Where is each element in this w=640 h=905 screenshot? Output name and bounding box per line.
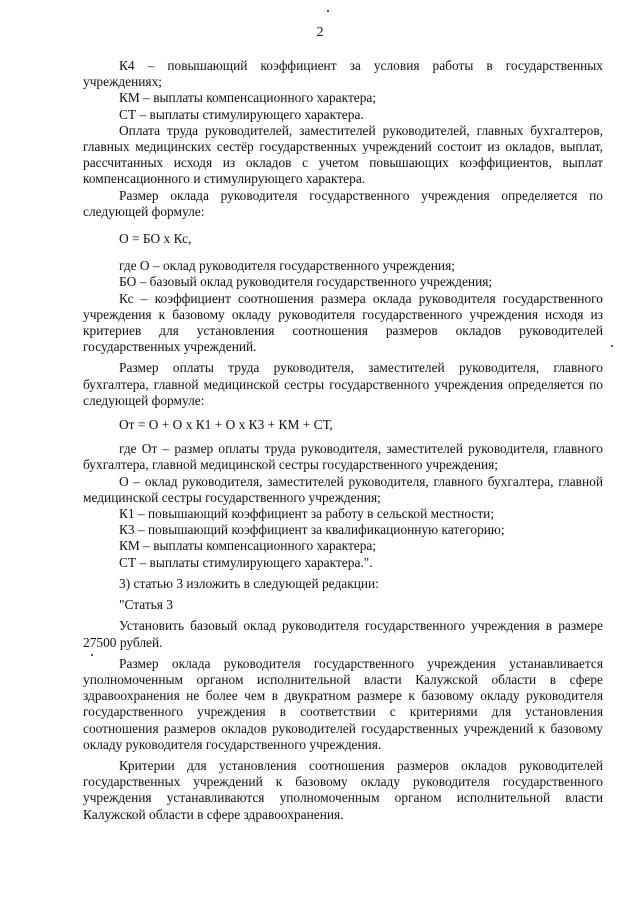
paragraph-salary-formula-intro: Размер оклада руководителя государственного учреждения определяется по следующей формуле:: [83, 187, 603, 219]
paragraph-ot-definition: где От – размер оплаты труда руководителя, заместителей руководителя, главного бухгалтера, главной медицинской сестры государственного учреждения;: [83, 441, 603, 473]
scan-speck: [611, 345, 613, 347]
scan-speck: [327, 10, 329, 12]
paragraph-ks-definition: Кс – коэффициент соотношения размера оклада руководителя государственного учреждения к базовому окладу руководителя государственного учреждения исходя из критериев для установления соотношения размеров окладов руководителей государственных учреждений.: [83, 290, 603, 355]
article-3-heading: "Статья 3: [119, 597, 173, 613]
paragraph-o-full-definition: О – оклад руководителя, заместителей руководителя, главного бухгалтера, главной медицинской сестры государственного учреждения;: [83, 473, 603, 505]
paragraph-km-definition: КМ – выплаты компенсационного характера;: [119, 90, 377, 106]
document-body: [83, 58, 603, 823]
paragraph-st-definition-2: СТ – выплаты стимулирующего характера.".: [119, 554, 373, 570]
paragraph-k3-definition: К3 – повышающий коэффициент за квалификационную категорию;: [119, 522, 505, 538]
paragraph-base-salary: Установить базовый оклад руководителя государственного учреждения в размере 27500 рублей.: [83, 618, 603, 650]
paragraph-k4-definition: К4 – повышающий коэффициент за условия работы в государственных учреждениях;: [83, 58, 603, 90]
paragraph-km-definition-2: КМ – выплаты компенсационного характера;: [119, 538, 377, 554]
paragraph-pay-formula-intro: Размер оплаты труда руководителя, заместителей руководителя, главного бухгалтера, главной медицинской сестры государственного учреждения определяется по следующей формуле:: [83, 360, 603, 408]
paragraph-bo-definition: БО – базовый оклад руководителя государственного учреждения;: [119, 274, 493, 290]
page-number: 2: [316, 25, 324, 40]
paragraph-pay-composition: Оплата труда руководителей, заместителей руководителей, главных бухгалтеров, главных медицинских сестёр государственных учреждений состоит из окладов, выплат, рассчитанных исходя из окладов с учетом повышающих коэффициентов, выплат компенсационного и стимулирующего характера.: [83, 122, 603, 187]
paragraph-criteria: Критерии для установления соотношения размеров окладов руководителей государственных учреждений к базовому окладу руководителя государственного учреждения устанавливаются уполномоченным органом исполнительной власти Калужской области в сфере здравоохранения.: [83, 757, 603, 822]
paragraph-st-definition: СТ – выплаты стимулирующего характера.: [119, 106, 364, 122]
paragraph-k1-definition: К1 – повышающий коэффициент за работу в сельской местности;: [119, 506, 495, 522]
formula-salary: О = БО х Кс,: [119, 231, 192, 247]
paragraph-o-definition: где О – оклад руководителя государственного учреждения;: [119, 258, 455, 274]
paragraph-article-3-amendment: 3) статью 3 изложить в следующей редакции:: [119, 575, 379, 591]
paragraph-salary-setting: Размер оклада руководителя государственного учреждения устанавливается уполномоченным органом исполнительной власти Калужской области в сфере здравоохранения не более чем в двукратном размере к базовому окладу руководителя государственного учреждения в соответствии с критериями для установления соотношения размеров окладов руководителей государственных учреждений к базовому окладу руководителя государственного учреждения.: [83, 655, 603, 752]
formula-pay: От = О + О х К1 + О х К3 + КМ + СТ,: [119, 417, 333, 433]
